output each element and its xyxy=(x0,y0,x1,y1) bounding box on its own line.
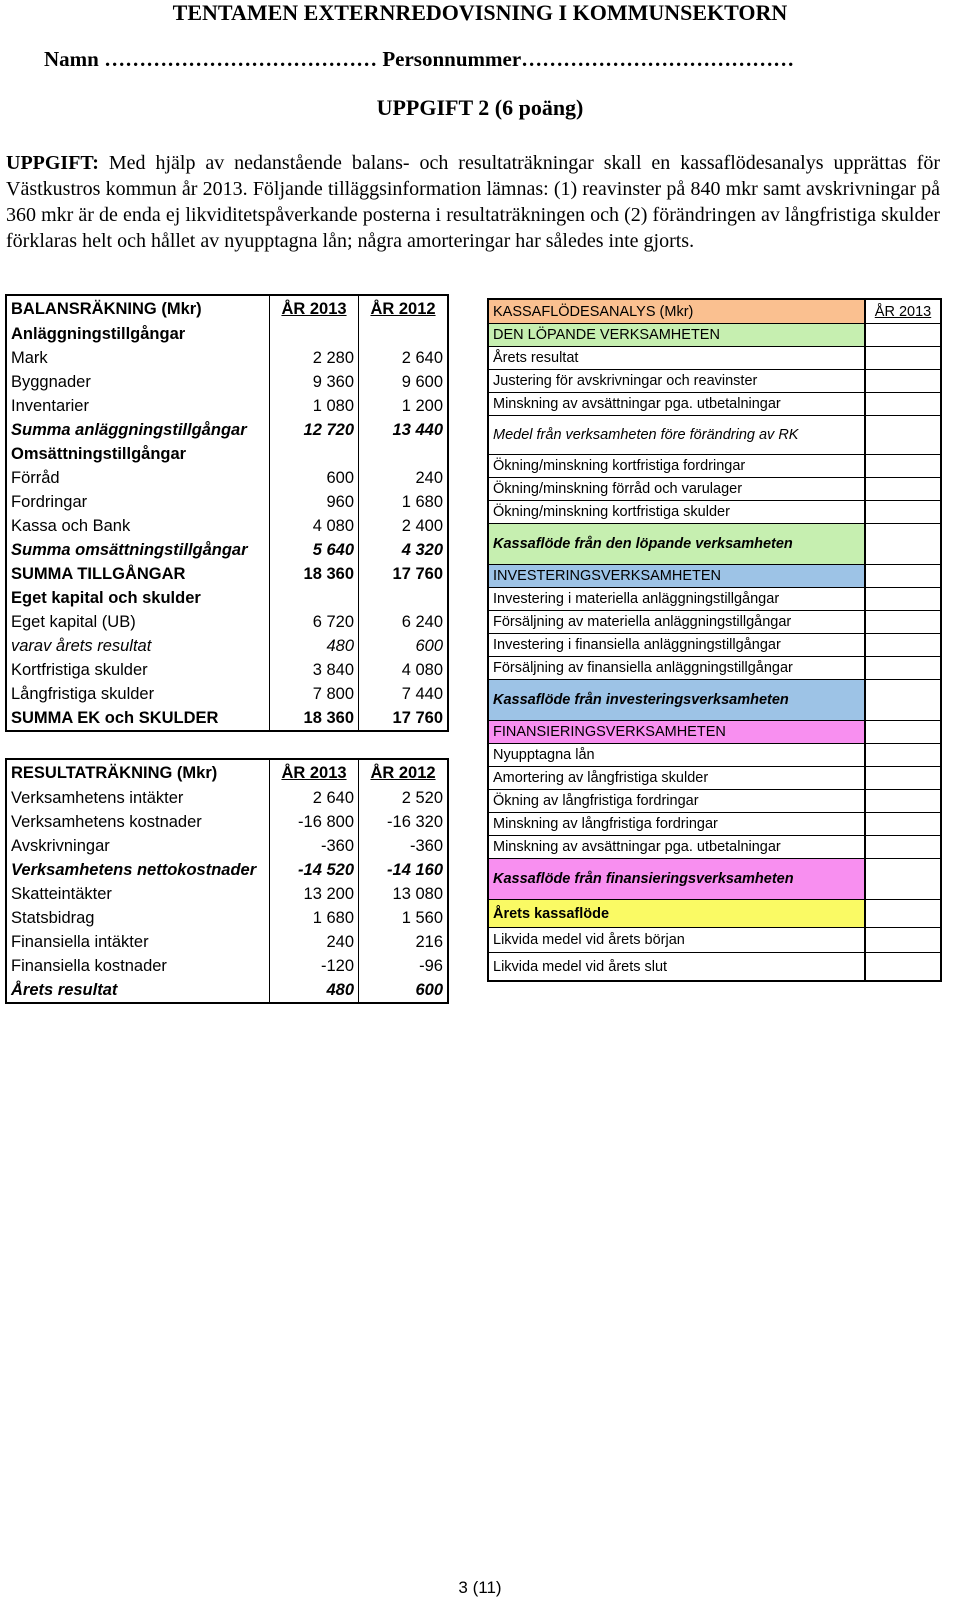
income-row xyxy=(6,834,448,858)
balance-row xyxy=(6,538,448,562)
balance-row xyxy=(6,514,448,538)
income-value-v2013: -360 xyxy=(270,834,359,858)
balance-row xyxy=(6,394,448,418)
income-row xyxy=(6,882,448,906)
balance-row-label: varav årets resultat xyxy=(6,634,270,658)
income-row xyxy=(6,930,448,954)
income-row xyxy=(6,954,448,978)
income-row-label: Verksamhetens kostnader xyxy=(6,810,270,834)
balance-value-v2013: 18 360 xyxy=(270,706,359,731)
cashflow-row xyxy=(489,859,940,900)
cashflow-row xyxy=(489,928,940,953)
balance-value-v2012: 17 760 xyxy=(392,708,443,727)
cashflow-answer-cell[interactable] xyxy=(866,928,940,952)
balance-value-v2013: 600 xyxy=(270,466,359,490)
income-value-v2013: -14 520 xyxy=(270,858,359,882)
cashflow-row-label: Minskning av avsättningar pga. utbetalningar xyxy=(489,393,866,415)
task-description xyxy=(6,150,940,254)
balance-row xyxy=(6,682,448,706)
balance-row xyxy=(6,658,448,682)
task-subtitle: UPPGIFT 2 (6 poäng) xyxy=(376,95,584,120)
task-text: Med hjälp av nedanstående balans- och resultaträkningar skall en kassaflödesanalys upprättas för Västkustros kommun år 2013. Följande tilläggsinformation lämnas: (1) reavinster på 840 mkr samt avskrivningar på 360 mkr är de enda ej likviditetspåverkande posterna i resultaträkningen och (2) förändringen av långfristiga skulder förklaras helt och hållet av nyupptagna lån; några amorteringar har således inte gjorts. xyxy=(6,152,940,252)
balance-value-v2013 xyxy=(270,322,359,346)
income-row xyxy=(6,810,448,834)
balance-value-v2012: 6 240 xyxy=(401,612,443,631)
balance-row xyxy=(6,322,448,346)
income-value-v2012: -96 xyxy=(419,956,443,975)
income-value-v2013: 480 xyxy=(270,978,359,1003)
balance-value-v2013: 960 xyxy=(270,490,359,514)
cashflow-row-label: Ökning/minskning kortfristiga skulder xyxy=(489,501,866,523)
income-value-v2013: 2 640 xyxy=(270,786,359,810)
balance-row-label: Långfristiga skulder xyxy=(6,682,270,706)
balance-row xyxy=(6,634,448,658)
cashflow-row-label: Medel från verksamheten före förändring av RK xyxy=(489,416,866,454)
income-value-v2013: -16 800 xyxy=(270,810,359,834)
balance-row-label: SUMMA TILLGÅNGAR xyxy=(6,562,270,586)
balance-value-v2012: 17 760 xyxy=(392,564,443,583)
cashflow-row-label: Årets resultat xyxy=(489,347,866,369)
income-value-v2012: -14 160 xyxy=(387,860,443,879)
cashflow-answer-cell[interactable] xyxy=(866,657,940,679)
cashflow-row xyxy=(489,588,940,611)
balance-row xyxy=(6,706,448,731)
balance-header-label: BALANSRÄKNING (Mkr) xyxy=(11,299,202,318)
income-value-v2013: 1 680 xyxy=(270,906,359,930)
cashflow-row-label: Årets kassaflöde xyxy=(489,900,866,927)
balance-value-v2013: 480 xyxy=(270,634,359,658)
income-row-label: Avskrivningar xyxy=(6,834,270,858)
income-value-v2012: -360 xyxy=(409,836,443,855)
balance-value-v2012: 2 640 xyxy=(401,348,443,367)
cashflow-row-label: Nyupptagna lån xyxy=(489,744,866,766)
income-row xyxy=(6,759,448,786)
balance-value-v2012 xyxy=(359,442,449,466)
balance-value-v2013 xyxy=(270,586,359,610)
exam-title: TENTAMEN EXTERNREDOVISNING I KOMMUNSEKTORN xyxy=(172,0,788,25)
balance-sheet-table xyxy=(5,294,449,732)
income-header-v2013: ÅR 2013 xyxy=(281,763,347,782)
cashflow-row-label: INVESTERINGSVERKSAMHETEN xyxy=(489,565,866,587)
cashflow-row xyxy=(489,565,940,588)
balance-row-label: Inventarier xyxy=(6,394,270,418)
balance-value-v2013: 9 360 xyxy=(270,370,359,394)
balance-header-v2012: ÅR 2012 xyxy=(370,299,436,318)
cashflow-header-label: KASSAFLÖDESANALYS (Mkr) xyxy=(489,300,866,323)
balance-value-v2013: 7 800 xyxy=(270,682,359,706)
income-value-v2012: 1 560 xyxy=(401,908,443,927)
cashflow-row-label: Försäljning av finansiella anläggningstillgångar xyxy=(489,657,866,679)
income-header-label: RESULTATRÄKNING (Mkr) xyxy=(11,763,218,782)
cashflow-row-label: Amortering av långfristiga skulder xyxy=(489,767,866,789)
balance-header-v2013: ÅR 2013 xyxy=(281,299,347,318)
balance-value-v2013: 18 360 xyxy=(270,562,359,586)
cashflow-answer-cell[interactable] xyxy=(866,324,940,346)
balance-value-v2012: 7 440 xyxy=(401,684,443,703)
cashflow-answer-cell[interactable] xyxy=(866,478,940,500)
cashflow-answer-cell[interactable] xyxy=(866,611,940,633)
cashflow-answer-cell[interactable] xyxy=(866,813,940,835)
cashflow-row xyxy=(489,478,940,501)
balance-value-v2012 xyxy=(359,322,449,346)
cashflow-row xyxy=(489,634,940,657)
cashflow-answer-cell[interactable] xyxy=(866,524,940,564)
cashflow-row-label: Likvida medel vid årets slut xyxy=(489,953,866,980)
cashflow-answer-cell[interactable] xyxy=(866,859,940,899)
name-personnummer-line: Namn ………………………………… Personnummer………………………………… xyxy=(44,47,795,71)
income-row-label: Statsbidrag xyxy=(6,906,270,930)
task-label: UPPGIFT: xyxy=(6,152,99,174)
cashflow-row xyxy=(489,900,940,928)
income-value-v2012: 2 520 xyxy=(401,788,443,807)
balance-row-label: Anläggningstillgångar xyxy=(6,322,270,346)
cashflow-row xyxy=(489,953,940,980)
cashflow-answer-cell[interactable] xyxy=(866,953,940,980)
cashflow-row xyxy=(489,657,940,680)
balance-value-v2012: 4 080 xyxy=(401,660,443,679)
income-value-v2012: -16 320 xyxy=(387,812,443,831)
cashflow-row xyxy=(489,790,940,813)
balance-row-label: Omsättningstillgångar xyxy=(6,442,270,466)
cashflow-row-label: Minskning av avsättningar pga. utbetalningar xyxy=(489,836,866,858)
cashflow-answer-cell[interactable] xyxy=(866,900,940,927)
balance-value-v2013: 3 840 xyxy=(270,658,359,682)
balance-value-v2013: 5 640 xyxy=(270,538,359,562)
cashflow-row-label: Investering i materiella anläggningstillgångar xyxy=(489,588,866,610)
income-row-label: Finansiella kostnader xyxy=(6,954,270,978)
cashflow-row-label: DEN LÖPANDE VERKSAMHETEN xyxy=(489,324,866,346)
cashflow-row xyxy=(489,370,940,393)
income-row xyxy=(6,906,448,930)
balance-row-label: Summa anläggningstillgångar xyxy=(6,418,270,442)
cashflow-row-label: Kassaflöde från finansieringsverksamheten xyxy=(489,859,866,899)
cashflow-answer-cell[interactable] xyxy=(866,634,940,656)
cashflow-row xyxy=(489,721,940,744)
cashflow-answer-cell[interactable] xyxy=(866,416,940,454)
cashflow-row-label: Ökning/minskning förråd och varulager xyxy=(489,478,866,500)
cashflow-answer-cell[interactable] xyxy=(866,347,940,369)
cashflow-row-label: Minskning av långfristiga fordringar xyxy=(489,813,866,835)
balance-row-label: SUMMA EK och SKULDER xyxy=(6,706,270,731)
balance-row xyxy=(6,295,448,322)
balance-value-v2012 xyxy=(359,586,449,610)
balance-row-label: Kassa och Bank xyxy=(6,514,270,538)
balance-row xyxy=(6,466,448,490)
cashflow-row xyxy=(489,524,940,565)
balance-row-label: Byggnader xyxy=(6,370,270,394)
balance-row xyxy=(6,346,448,370)
income-row-label: Verksamhetens intäkter xyxy=(6,786,270,810)
cashflow-answer-cell[interactable] xyxy=(866,370,940,392)
cashflow-row-label: Likvida medel vid årets början xyxy=(489,928,866,952)
balance-value-v2013: 6 720 xyxy=(270,610,359,634)
balance-value-v2012: 1 680 xyxy=(401,492,443,511)
cashflow-answer-cell[interactable] xyxy=(866,501,940,523)
balance-value-v2012: 2 400 xyxy=(401,516,443,535)
income-statement-table xyxy=(5,758,449,1004)
cashflow-row-label: FINANSIERINGSVERKSAMHETEN xyxy=(489,721,866,743)
cashflow-row xyxy=(489,501,940,524)
balance-row-label: Eget kapital och skulder xyxy=(6,586,270,610)
balance-value-v2012: 9 600 xyxy=(401,372,443,391)
cashflow-row-label: Kassaflöde från den löpande verksamheten xyxy=(489,524,866,564)
balance-value-v2012: 4 320 xyxy=(401,540,443,559)
income-row-label: Årets resultat xyxy=(6,978,270,1003)
cashflow-row xyxy=(489,347,940,370)
income-header-v2012: ÅR 2012 xyxy=(370,763,436,782)
balance-value-v2013: 2 280 xyxy=(270,346,359,370)
balance-value-v2013: 12 720 xyxy=(270,418,359,442)
balance-value-v2013: 4 080 xyxy=(270,514,359,538)
cashflow-row xyxy=(489,767,940,790)
balance-row xyxy=(6,418,448,442)
cashflow-row-label: Försäljning av materiella anläggningstillgångar xyxy=(489,611,866,633)
cashflow-row xyxy=(489,744,940,767)
cashflow-answer-cell[interactable] xyxy=(866,588,940,610)
income-row-label: Skatteintäkter xyxy=(6,882,270,906)
cashflow-row-label: Ökning/minskning kortfristiga fordringar xyxy=(489,455,866,477)
cashflow-answer-cell[interactable] xyxy=(866,455,940,477)
balance-value-v2012: 240 xyxy=(415,468,443,487)
balance-value-v2012: 600 xyxy=(415,636,443,655)
cashflow-row-label: Kassaflöde från investeringsverksamheten xyxy=(489,680,866,720)
income-value-v2012: 600 xyxy=(415,980,443,999)
balance-row xyxy=(6,586,448,610)
balance-value-v2012: 13 440 xyxy=(392,420,443,439)
income-value-v2012: 13 080 xyxy=(392,884,443,903)
cashflow-answer-cell[interactable] xyxy=(866,721,940,743)
cashflow-row-label: Ökning av långfristiga fordringar xyxy=(489,790,866,812)
balance-row xyxy=(6,370,448,394)
income-value-v2013: 13 200 xyxy=(270,882,359,906)
cashflow-row xyxy=(489,813,940,836)
cashflow-answer-cell[interactable] xyxy=(866,744,940,766)
income-row xyxy=(6,858,448,882)
income-row xyxy=(6,978,448,1003)
balance-value-v2012: 1 200 xyxy=(401,396,443,415)
cashflow-answer-cell[interactable] xyxy=(866,790,940,812)
cashflow-analysis-table xyxy=(487,298,942,982)
balance-row-label: Summa omsättningstillgångar xyxy=(6,538,270,562)
cashflow-row-label: Investering i finansiella anläggningstillgångar xyxy=(489,634,866,656)
cashflow-row xyxy=(489,416,940,455)
cashflow-row xyxy=(489,393,940,416)
cashflow-answer-cell[interactable] xyxy=(866,393,940,415)
income-row xyxy=(6,786,448,810)
cashflow-answer-cell[interactable] xyxy=(866,836,940,858)
balance-value-v2013: 1 080 xyxy=(270,394,359,418)
income-row-label: Finansiella intäkter xyxy=(6,930,270,954)
balance-row-label: Fordringar xyxy=(6,490,270,514)
income-value-v2013: 240 xyxy=(270,930,359,954)
cashflow-row xyxy=(489,836,940,859)
balance-row-label: Kortfristiga skulder xyxy=(6,658,270,682)
balance-row-label: Eget kapital (UB) xyxy=(6,610,270,634)
balance-row xyxy=(6,490,448,514)
cashflow-answer-cell[interactable] xyxy=(866,767,940,789)
balance-row xyxy=(6,562,448,586)
balance-row-label: Mark xyxy=(6,346,270,370)
balance-row xyxy=(6,442,448,466)
page-number: 3 (11) xyxy=(458,1578,502,1597)
cashflow-answer-cell[interactable] xyxy=(866,680,940,720)
cashflow-row xyxy=(489,455,940,478)
cashflow-row xyxy=(489,324,940,347)
income-value-v2012: 216 xyxy=(415,932,443,951)
balance-row-label: Förråd xyxy=(6,466,270,490)
balance-value-v2013 xyxy=(270,442,359,466)
balance-row xyxy=(6,610,448,634)
income-row-label: Verksamhetens nettokostnader xyxy=(6,858,270,882)
cashflow-row xyxy=(489,680,940,721)
income-value-v2013: -120 xyxy=(270,954,359,978)
cashflow-header-year: ÅR 2013 xyxy=(874,303,932,320)
cashflow-row xyxy=(489,611,940,634)
cashflow-rows xyxy=(489,324,940,980)
cashflow-header-row xyxy=(489,300,940,324)
cashflow-answer-cell[interactable] xyxy=(866,565,940,587)
cashflow-row-label: Justering för avskrivningar och reavinster xyxy=(489,370,866,392)
